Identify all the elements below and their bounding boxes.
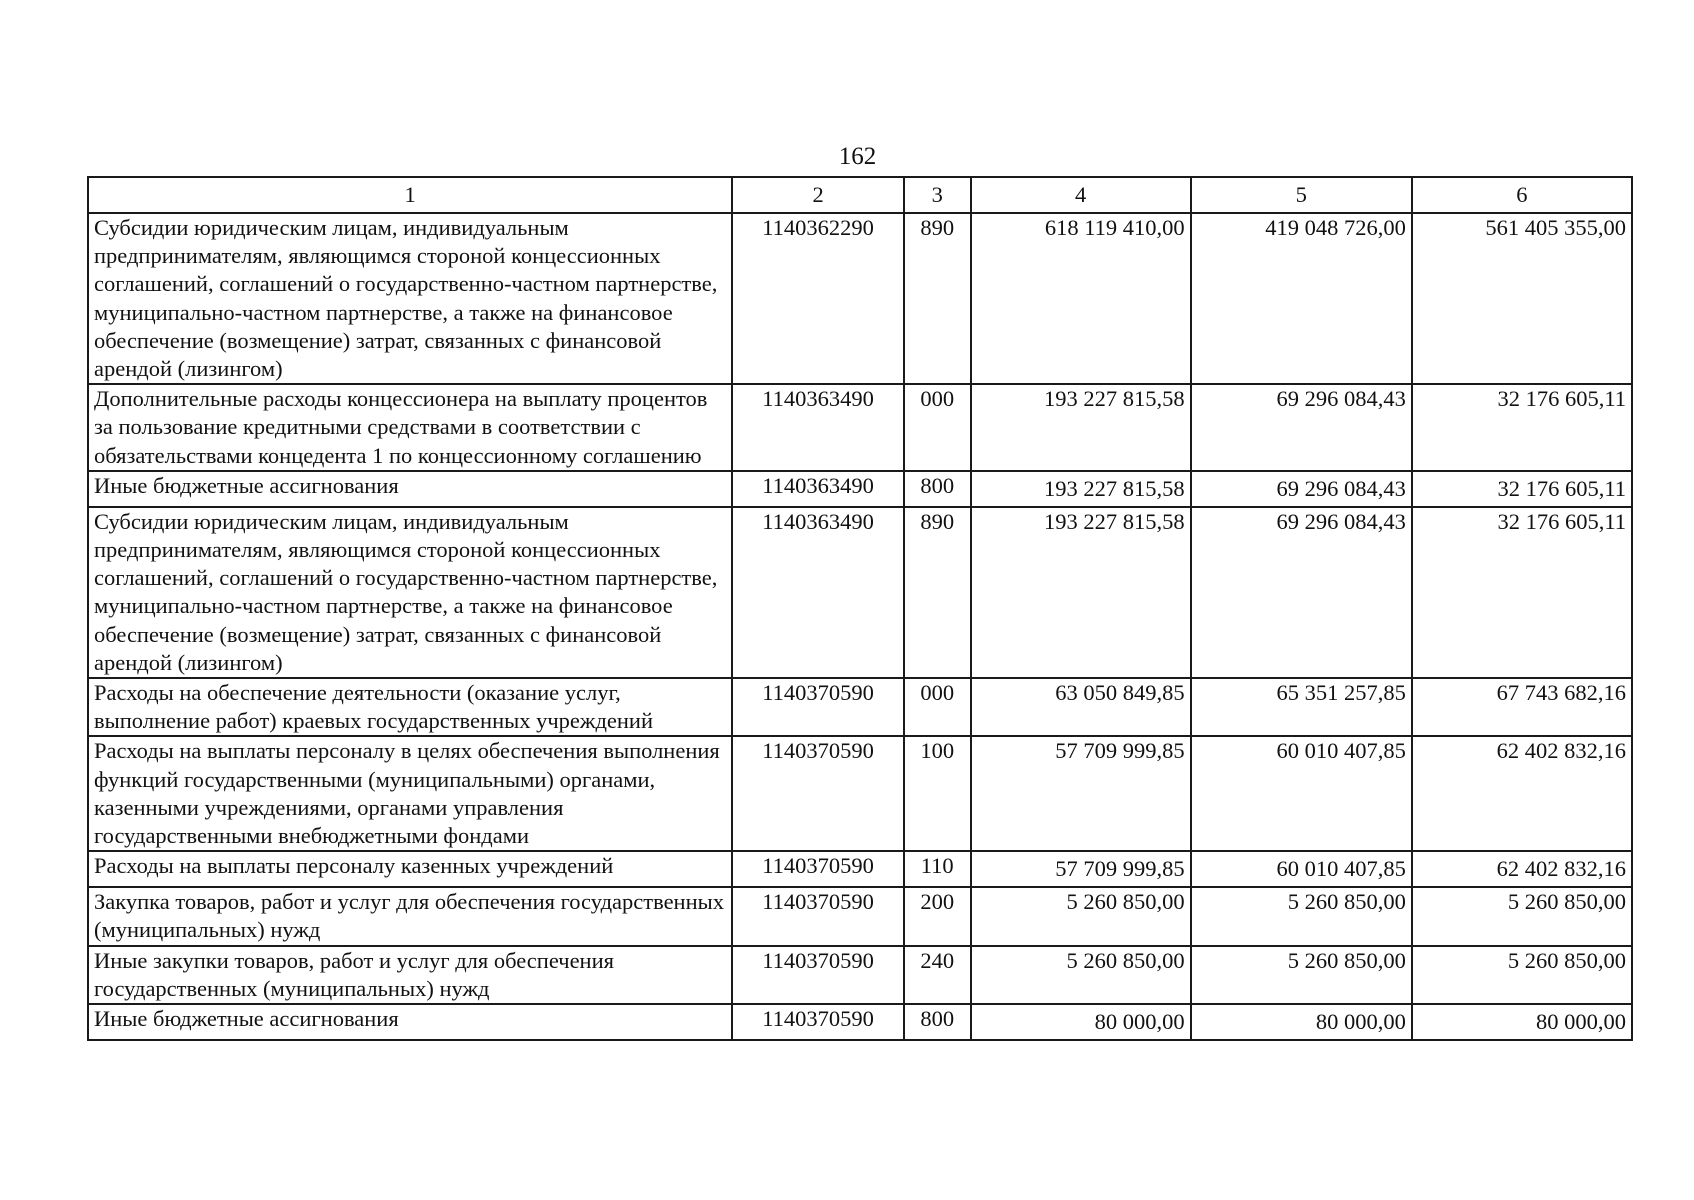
header-col-4: 4 — [971, 177, 1191, 213]
row-value-4: 5 260 850,00 — [971, 887, 1191, 945]
row-code: 1140370590 — [732, 851, 904, 887]
row-value-4: 193 227 815,58 — [971, 471, 1191, 507]
row-value-5: 5 260 850,00 — [1191, 946, 1412, 1004]
row-code: 1140363490 — [732, 507, 904, 678]
row-name: Иные бюджетные ассигнования — [88, 1004, 732, 1040]
row-kind: 890 — [904, 213, 971, 384]
table-row — [88, 887, 1632, 945]
row-value-4: 63 050 849,85 — [971, 678, 1191, 736]
row-kind: 890 — [904, 507, 971, 678]
row-value-6: 62 402 832,16 — [1412, 736, 1632, 851]
table-row — [88, 213, 1632, 384]
budget-table — [87, 176, 1633, 1041]
row-value-4: 57 709 999,85 — [971, 736, 1191, 851]
table-row — [88, 946, 1632, 1004]
row-value-5: 69 296 084,43 — [1191, 384, 1412, 471]
row-code: 1140370590 — [732, 887, 904, 945]
row-code: 1140363490 — [732, 471, 904, 507]
table-row — [88, 471, 1632, 507]
row-value-6: 62 402 832,16 — [1412, 851, 1632, 887]
row-value-5: 5 260 850,00 — [1191, 887, 1412, 945]
row-value-6: 5 260 850,00 — [1412, 887, 1632, 945]
table-row — [88, 507, 1632, 678]
row-kind: 100 — [904, 736, 971, 851]
row-value-6: 32 176 605,11 — [1412, 471, 1632, 507]
row-name: Расходы на выплаты персоналу в целях обеспечения выполнения функций государственными (муниципальными) органами, казенными учреждениями, органами управления государственными внебюджетными фондами — [88, 736, 732, 851]
table-row — [88, 736, 1632, 851]
row-name: Дополнительные расходы концессионера на выплату процентов за пользование кредитными средствами в соответствии с обязательствами концедента 1 по концессионному соглашению — [88, 384, 732, 471]
row-code: 1140362290 — [732, 213, 904, 384]
row-value-6: 561 405 355,00 — [1412, 213, 1632, 384]
row-value-5: 69 296 084,43 — [1191, 507, 1412, 678]
header-row — [88, 177, 1632, 213]
row-value-4: 57 709 999,85 — [971, 851, 1191, 887]
row-kind: 110 — [904, 851, 971, 887]
row-value-5: 60 010 407,85 — [1191, 851, 1412, 887]
header-col-1: 1 — [88, 177, 732, 213]
row-value-6: 32 176 605,11 — [1412, 507, 1632, 678]
row-value-6: 80 000,00 — [1412, 1004, 1632, 1040]
table-row — [88, 678, 1632, 736]
header-col-3: 3 — [904, 177, 971, 213]
row-value-6: 32 176 605,11 — [1412, 384, 1632, 471]
row-kind: 800 — [904, 471, 971, 507]
row-kind: 240 — [904, 946, 971, 1004]
row-value-5: 419 048 726,00 — [1191, 213, 1412, 384]
row-code: 1140370590 — [732, 946, 904, 1004]
row-name: Иные закупки товаров, работ и услуг для обеспечения государственных (муниципальных) нужд — [88, 946, 732, 1004]
row-kind: 200 — [904, 887, 971, 945]
row-name: Иные бюджетные ассигнования — [88, 471, 732, 507]
row-value-5: 60 010 407,85 — [1191, 736, 1412, 851]
header-col-2: 2 — [732, 177, 904, 213]
row-value-4: 193 227 815,58 — [971, 507, 1191, 678]
row-kind: 000 — [904, 678, 971, 736]
row-name: Расходы на обеспечение деятельности (оказание услуг, выполнение работ) краевых государственных учреждений — [88, 678, 732, 736]
row-kind: 000 — [904, 384, 971, 471]
row-value-4: 618 119 410,00 — [971, 213, 1191, 384]
row-kind: 800 — [904, 1004, 971, 1040]
row-value-4: 5 260 850,00 — [971, 946, 1191, 1004]
header-col-6: 6 — [1412, 177, 1632, 213]
row-value-6: 5 260 850,00 — [1412, 946, 1632, 1004]
row-value-6: 67 743 682,16 — [1412, 678, 1632, 736]
row-name: Субсидии юридическим лицам, индивидуальным предпринимателям, являющимся стороной концессионных соглашений, соглашений о государственно-частном партнерстве, муниципально-частном партнерстве, а также на финансовое обеспечение (возмещение) затрат, связанных с финансовой арендой (лизингом) — [88, 507, 732, 678]
table-row — [88, 384, 1632, 471]
row-name: Субсидии юридическим лицам, индивидуальным предпринимателям, являющимся стороной концессионных соглашений, соглашений о государственно-частном партнерстве, муниципально-частном партнерстве, а также на финансовое обеспечение (возмещение) затрат, связанных с финансовой арендой (лизингом) — [88, 213, 732, 384]
row-value-4: 193 227 815,58 — [971, 384, 1191, 471]
row-code: 1140370590 — [732, 736, 904, 851]
row-name: Расходы на выплаты персоналу казенных учреждений — [88, 851, 732, 887]
table-row — [88, 1004, 1632, 1040]
row-value-4: 80 000,00 — [971, 1004, 1191, 1040]
row-value-5: 65 351 257,85 — [1191, 678, 1412, 736]
page-number: 162 — [838, 143, 877, 170]
row-code: 1140370590 — [732, 678, 904, 736]
row-code: 1140370590 — [732, 1004, 904, 1040]
row-value-5: 80 000,00 — [1191, 1004, 1412, 1040]
row-value-5: 69 296 084,43 — [1191, 471, 1412, 507]
row-code: 1140363490 — [732, 384, 904, 471]
table-row — [88, 851, 1632, 887]
row-name: Закупка товаров, работ и услуг для обеспечения государственных (муниципальных) нужд — [88, 887, 732, 945]
header-col-5: 5 — [1191, 177, 1412, 213]
